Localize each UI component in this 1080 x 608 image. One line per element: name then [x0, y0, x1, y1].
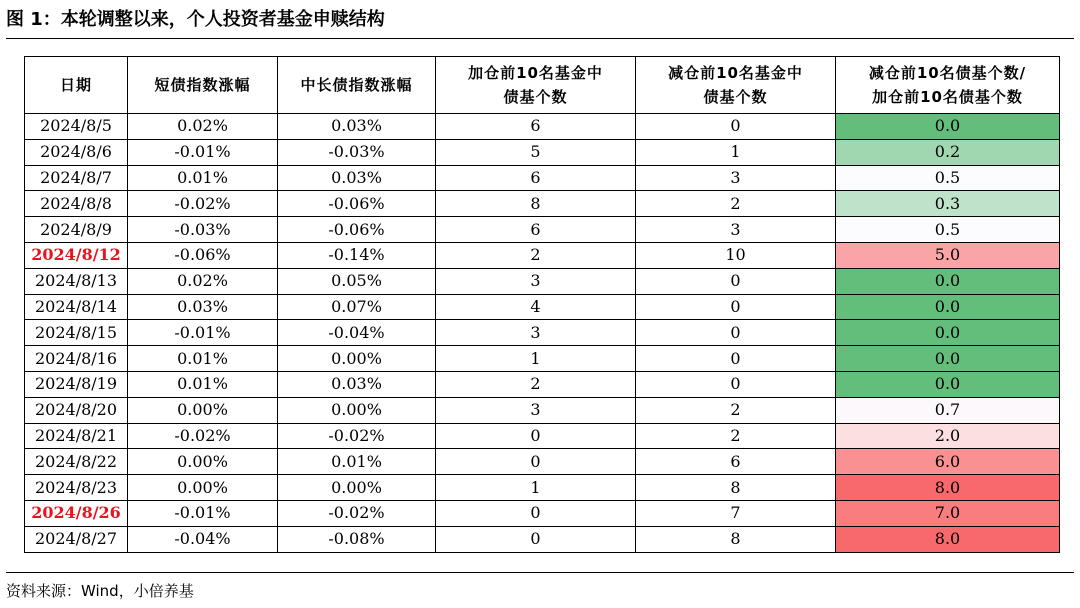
table-cell-date: 2024/8/12 [25, 242, 128, 268]
table-cell-ratio: 6.0 [836, 449, 1060, 475]
table-cell-short-index: 0.00% [128, 475, 278, 501]
table-cell-add-count: 0 [436, 423, 636, 449]
table-cell-reduce-count: 10 [636, 242, 836, 268]
table-cell-add-count: 3 [436, 397, 636, 423]
table-cell-short-index: -0.04% [128, 526, 278, 552]
table-cell-date: 2024/8/14 [25, 294, 128, 320]
table-cell-ratio: 0.0 [836, 346, 1060, 372]
table-cell-ratio: 0.5 [836, 165, 1060, 191]
table-row [25, 139, 1060, 165]
table-cell-date: 2024/8/22 [25, 449, 128, 475]
column-header: 中长债指数涨幅 [278, 57, 436, 114]
table-cell-long-index: -0.04% [278, 320, 436, 346]
table-row [25, 320, 1060, 346]
table-cell-long-index: -0.08% [278, 526, 436, 552]
table-cell-long-index: 0.01% [278, 449, 436, 475]
table-cell-reduce-count: 0 [636, 268, 836, 294]
table-cell-short-index: 0.03% [128, 294, 278, 320]
table-cell-short-index: -0.03% [128, 217, 278, 243]
table-cell-long-index: 0.00% [278, 475, 436, 501]
table-cell-add-count: 2 [436, 242, 636, 268]
table-cell-ratio: 0.0 [836, 320, 1060, 346]
table-cell-long-index: -0.02% [278, 500, 436, 526]
table-cell-add-count: 3 [436, 320, 636, 346]
table-cell-reduce-count: 0 [636, 346, 836, 372]
table-cell-date: 2024/8/27 [25, 526, 128, 552]
table-cell-date: 2024/8/6 [25, 139, 128, 165]
table-cell-ratio: 0.0 [836, 371, 1060, 397]
table-cell-long-index: -0.02% [278, 423, 436, 449]
table-body [25, 114, 1060, 553]
table-cell-long-index: 0.03% [278, 114, 436, 140]
table-cell-short-index: -0.06% [128, 242, 278, 268]
table-row [25, 165, 1060, 191]
table-cell-long-index: -0.03% [278, 139, 436, 165]
table-cell-ratio: 5.0 [836, 242, 1060, 268]
table-cell-date: 2024/8/26 [25, 500, 128, 526]
table-cell-short-index: 0.00% [128, 397, 278, 423]
table-cell-short-index: 0.02% [128, 114, 278, 140]
table-cell-reduce-count: 8 [636, 475, 836, 501]
table-row [25, 475, 1060, 501]
table-cell-ratio: 7.0 [836, 500, 1060, 526]
table-cell-add-count: 8 [436, 191, 636, 217]
table-cell-date: 2024/8/20 [25, 397, 128, 423]
bottom-rule [6, 572, 1074, 573]
table-cell-date: 2024/8/8 [25, 191, 128, 217]
figure-title: 图 1：本轮调整以来，个人投资者基金申赎结构 [6, 9, 385, 30]
table-cell-reduce-count: 1 [636, 139, 836, 165]
table-cell-reduce-count: 2 [636, 423, 836, 449]
table-cell-reduce-count: 3 [636, 217, 836, 243]
table-cell-ratio: 8.0 [836, 526, 1060, 552]
table-cell-long-index: 0.03% [278, 165, 436, 191]
table-cell-add-count: 6 [436, 165, 636, 191]
table-row [25, 294, 1060, 320]
table-row [25, 346, 1060, 372]
table-cell-ratio: 0.5 [836, 217, 1060, 243]
data-table [24, 56, 1060, 553]
source-note: 资料来源：Wind，小倍养基 [6, 582, 194, 600]
table-cell-add-count: 0 [436, 526, 636, 552]
column-header: 短债指数涨幅 [128, 57, 278, 114]
table-row [25, 242, 1060, 268]
table-cell-add-count: 1 [436, 475, 636, 501]
table-cell-ratio: 2.0 [836, 423, 1060, 449]
table-cell-add-count: 6 [436, 217, 636, 243]
column-header: 日期 [25, 57, 128, 114]
table-cell-long-index: 0.07% [278, 294, 436, 320]
table-cell-reduce-count: 0 [636, 371, 836, 397]
table-cell-date: 2024/8/19 [25, 371, 128, 397]
table-row [25, 449, 1060, 475]
table-cell-add-count: 0 [436, 500, 636, 526]
table-cell-add-count: 4 [436, 294, 636, 320]
table-cell-ratio: 8.0 [836, 475, 1060, 501]
table-cell-short-index: -0.02% [128, 423, 278, 449]
column-header: 减仓前10名基金中 债基个数 [636, 57, 836, 114]
table-cell-short-index: 0.02% [128, 268, 278, 294]
table-cell-reduce-count: 8 [636, 526, 836, 552]
table-cell-short-index: 0.01% [128, 346, 278, 372]
table-row [25, 217, 1060, 243]
table-row [25, 500, 1060, 526]
table-cell-short-index: -0.01% [128, 139, 278, 165]
table-cell-long-index: -0.14% [278, 242, 436, 268]
table-cell-date: 2024/8/5 [25, 114, 128, 140]
table-cell-add-count: 2 [436, 371, 636, 397]
table-cell-date: 2024/8/9 [25, 217, 128, 243]
table-cell-long-index: -0.06% [278, 191, 436, 217]
column-header: 减仓前10名债基个数/ 加仓前10名债基个数 [836, 57, 1060, 114]
table-cell-long-index: 0.00% [278, 397, 436, 423]
table-cell-long-index: 0.00% [278, 346, 436, 372]
table-cell-date: 2024/8/13 [25, 268, 128, 294]
table-cell-short-index: -0.01% [128, 500, 278, 526]
table-cell-ratio: 0.2 [836, 139, 1060, 165]
table-cell-short-index: 0.01% [128, 371, 278, 397]
table-cell-date: 2024/8/23 [25, 475, 128, 501]
header-row [25, 57, 1060, 114]
table-cell-reduce-count: 7 [636, 500, 836, 526]
table-cell-reduce-count: 0 [636, 114, 836, 140]
table-cell-reduce-count: 6 [636, 449, 836, 475]
table-row [25, 114, 1060, 140]
table-cell-add-count: 6 [436, 114, 636, 140]
table-cell-add-count: 0 [436, 449, 636, 475]
table-row [25, 191, 1060, 217]
table-cell-short-index: -0.01% [128, 320, 278, 346]
table-cell-reduce-count: 0 [636, 320, 836, 346]
table-header [25, 57, 1060, 114]
table-row [25, 268, 1060, 294]
table-cell-long-index: -0.06% [278, 217, 436, 243]
top-rule [6, 38, 1074, 39]
table-cell-ratio: 0.0 [836, 294, 1060, 320]
table-row [25, 423, 1060, 449]
table-row [25, 397, 1060, 423]
table-cell-add-count: 5 [436, 139, 636, 165]
table-cell-short-index: 0.01% [128, 165, 278, 191]
table-cell-date: 2024/8/16 [25, 346, 128, 372]
table-cell-add-count: 1 [436, 346, 636, 372]
table-cell-add-count: 3 [436, 268, 636, 294]
table-cell-reduce-count: 0 [636, 294, 836, 320]
table-cell-short-index: 0.00% [128, 449, 278, 475]
table-cell-date: 2024/8/7 [25, 165, 128, 191]
table-cell-ratio: 0.0 [836, 268, 1060, 294]
table-cell-ratio: 0.0 [836, 114, 1060, 140]
table-cell-short-index: -0.02% [128, 191, 278, 217]
table-cell-date: 2024/8/21 [25, 423, 128, 449]
table-cell-long-index: 0.05% [278, 268, 436, 294]
table-cell-reduce-count: 3 [636, 165, 836, 191]
column-header: 加仓前10名基金中 债基个数 [436, 57, 636, 114]
table-row [25, 371, 1060, 397]
table-cell-ratio: 0.7 [836, 397, 1060, 423]
table-cell-long-index: 0.03% [278, 371, 436, 397]
table-cell-reduce-count: 2 [636, 191, 836, 217]
table-cell-ratio: 0.3 [836, 191, 1060, 217]
table-row [25, 526, 1060, 552]
table-cell-reduce-count: 2 [636, 397, 836, 423]
table-cell-date: 2024/8/15 [25, 320, 128, 346]
